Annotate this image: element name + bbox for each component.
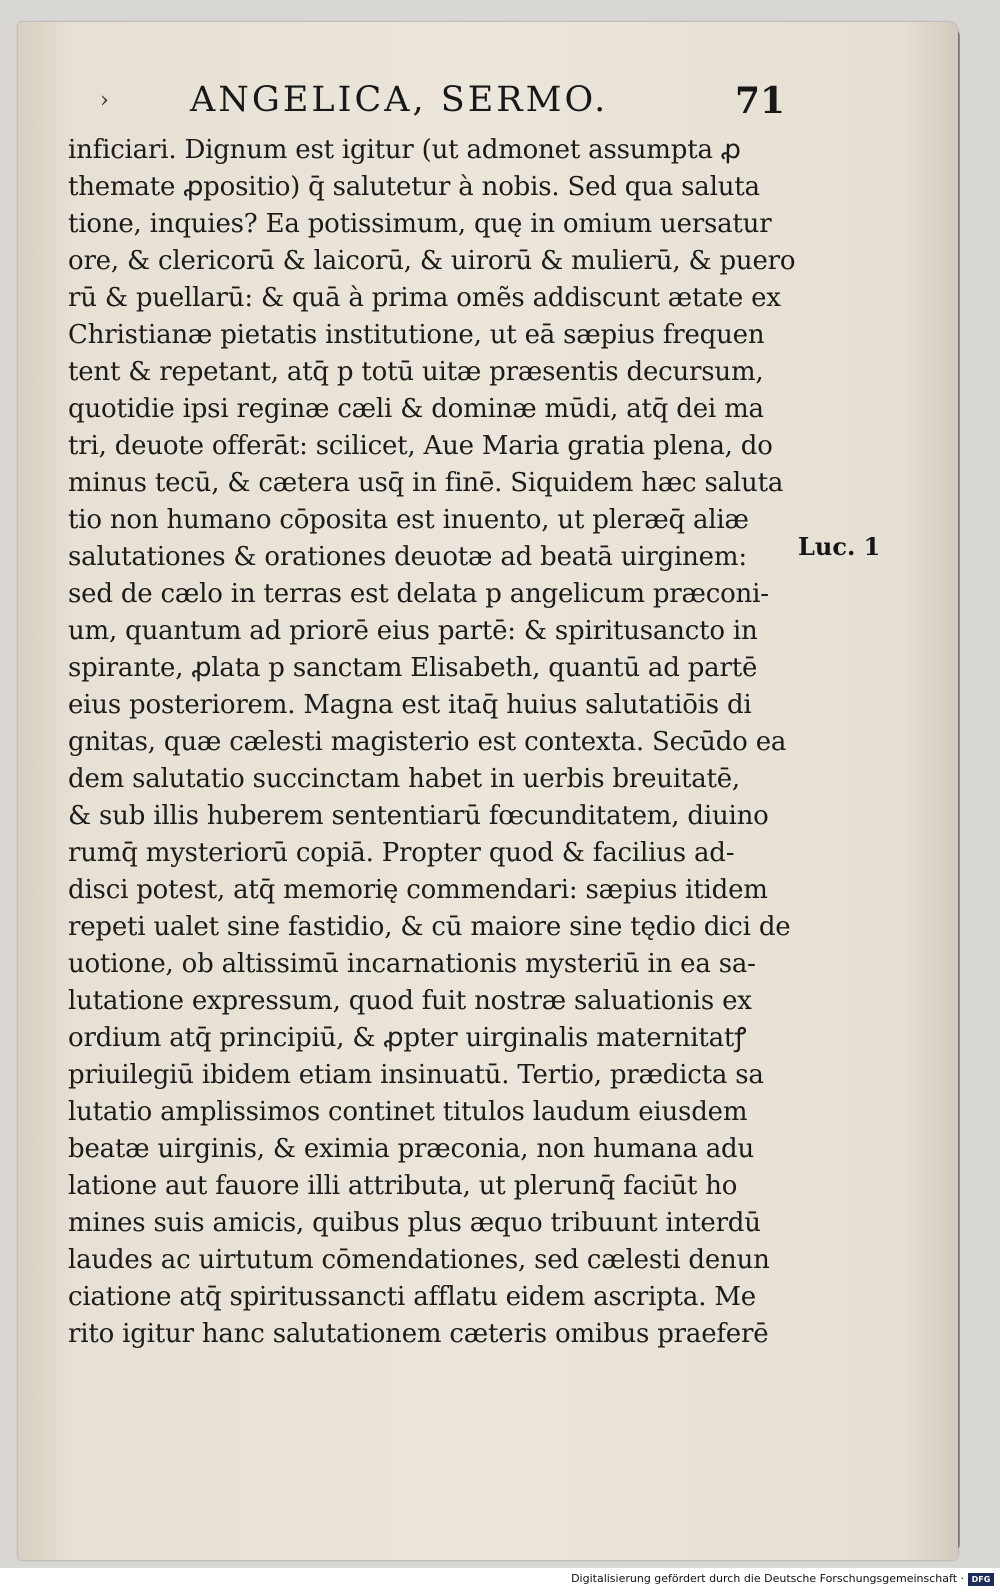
running-head: ANGELICA, SERMO. bbox=[190, 80, 609, 120]
text-line: lutatione expressum, quod fuit nostræ saluationis ex bbox=[68, 986, 752, 1016]
text-line: beatæ uirginis, & eximia præconia, non humana adu bbox=[68, 1134, 755, 1164]
text-line: eius posteriorem. Magna est itaq̄ huius salutatiōis di bbox=[68, 690, 752, 720]
text-line: inficiari. Dignum est igitur (ut admonet assumpta ꝓ bbox=[68, 135, 741, 165]
text-line: mines suis amicis, quibus plus æquo tribuunt interdū bbox=[68, 1208, 761, 1238]
text-line: uotione, ob altissimū incarnationis mysteriū in ea sa- bbox=[68, 949, 756, 979]
text-line: rumq̄ mysteriorū copiā. Propter quod & facilius ad- bbox=[68, 838, 735, 868]
spine-mark: › bbox=[100, 88, 109, 113]
text-line: ordium atq̄ principiū, & ꝓpter uirginalis maternitatꝭ bbox=[68, 1023, 747, 1053]
text-line: disci potest, atq̄ memorię commendari: sæpius itidem bbox=[68, 875, 768, 905]
text-block bbox=[68, 132, 808, 1353]
text-line: laudes ac uirtutum cōmendationes, sed cælesti denun bbox=[68, 1245, 770, 1275]
text-line: repeti ualet sine fastidio, & cū maiore sine tędio dici de bbox=[68, 912, 791, 942]
text-line: lutatio amplissimos continet titulos laudum eiusdem bbox=[68, 1097, 748, 1127]
text-line: tent & repetant, atq̄ p totū uitæ præsentis decursum, bbox=[68, 357, 764, 387]
text-line: Christianæ pietatis institutione, ut eā sæpius frequen bbox=[68, 320, 765, 350]
text-line: spirante, ꝓlata p sanctam Elisabeth, quantū ad partē bbox=[68, 653, 758, 683]
margin-note: Luc. 1 bbox=[798, 532, 881, 561]
text-line: ore, & clericorū & laicorū, & uirorū & mulierū, & puero bbox=[68, 246, 796, 276]
text-line: priuilegiū ibidem etiam insinuatū. Tertio, prædicta sa bbox=[68, 1060, 764, 1090]
text-line: um, quantum ad priorē eius partē: & spiritusancto in bbox=[68, 616, 758, 646]
text-line: tri, deuote offerāt: scilicet, Aue Maria gratia plena, do bbox=[68, 431, 773, 461]
footer-credit: Digitalisierung gefördert durch die Deutsche Forschungsgemeinschaft · bbox=[571, 1572, 964, 1585]
text-line: tione, inquies? Ea potissimum, quę in omium uersatur bbox=[68, 209, 772, 239]
text-line: latione aut fauore illi attributa, ut plerunq̄ faciūt ho bbox=[68, 1171, 738, 1201]
text-line: gnitas, quæ cælesti magisterio est contexta. Secūdo ea bbox=[68, 727, 787, 757]
text-line: dem salutatio succinctam habet in uerbis breuitatē, bbox=[68, 764, 740, 794]
folio-number: 71 bbox=[735, 80, 786, 122]
text-line: ciatione atq̄ spiritussancti afflatu eidem ascripta. Me bbox=[68, 1282, 756, 1312]
text-line: themate ꝓpositio) q̄ salutetur à nobis. Sed qua saluta bbox=[68, 172, 760, 202]
dfg-logo: DFG bbox=[968, 1573, 994, 1586]
text-line: sed de cælo in terras est delata p angelicum præconi- bbox=[68, 579, 769, 609]
text-line: rito igitur hanc salutationem cæteris omibus praeferē bbox=[68, 1319, 769, 1349]
text-line: tio non humano cōposita est inuento, ut pleræq̄ aliæ bbox=[68, 505, 749, 535]
text-line: salutationes & orationes deuotæ ad beatā uirginem: bbox=[68, 542, 747, 572]
text-line: minus tecū, & cætera usq̄ in finē. Siquidem hæc saluta bbox=[68, 468, 784, 498]
text-line: quotidie ipsi reginæ cæli & dominæ mūdi, atq̄ dei ma bbox=[68, 394, 764, 424]
text-line: rū & puellarū: & quā à prima omẽs addiscunt ætate ex bbox=[68, 283, 781, 313]
text-line: & sub illis huberem sententiarū fœcunditatem, diuino bbox=[68, 801, 769, 831]
